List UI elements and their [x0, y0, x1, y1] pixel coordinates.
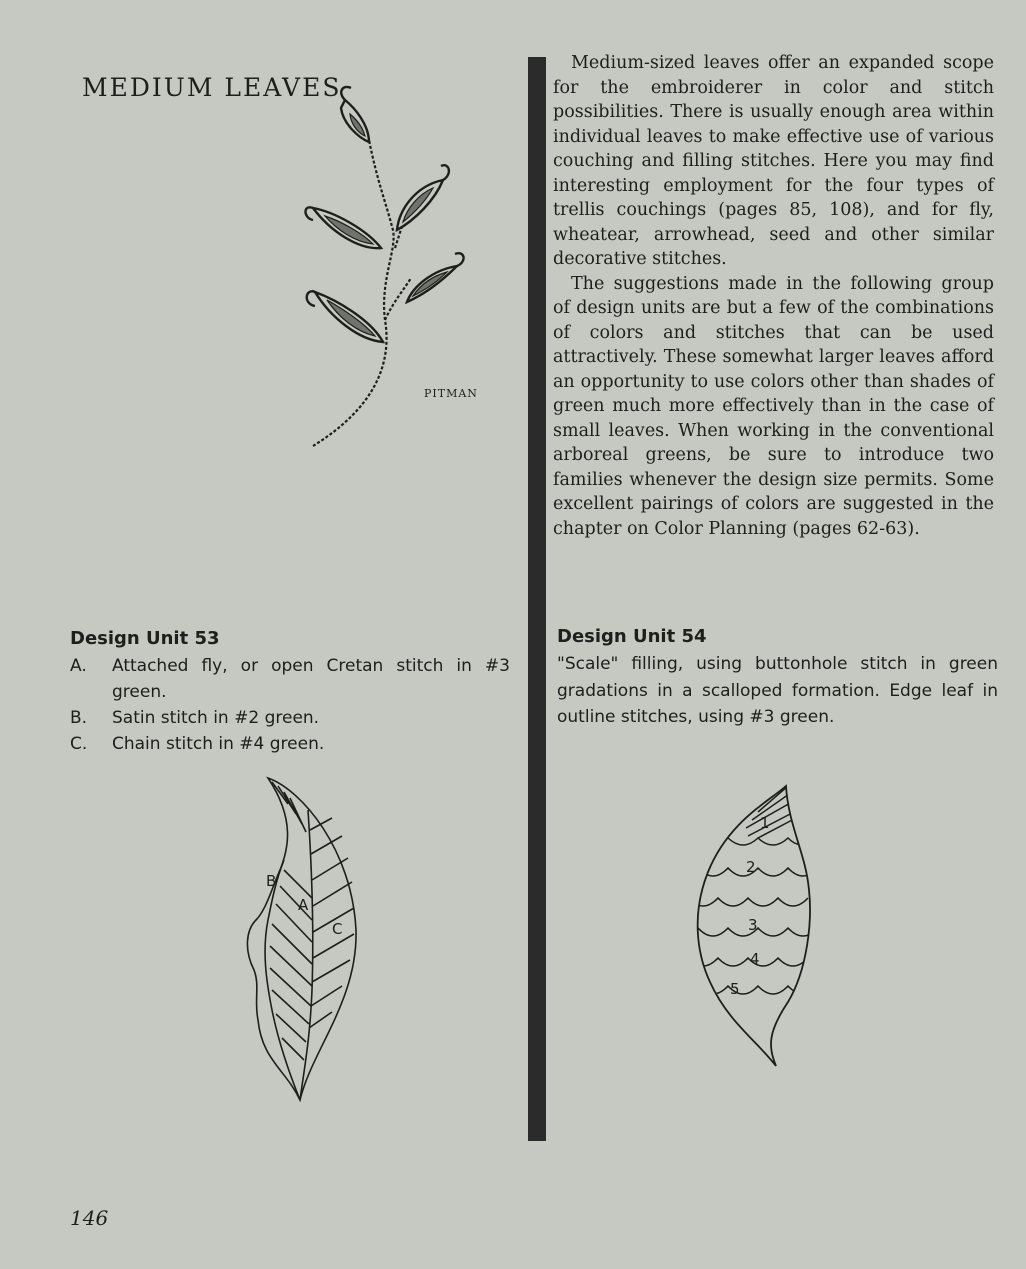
page-number: 146 — [70, 1206, 109, 1230]
column-divider — [528, 57, 546, 1141]
intro-paragraph: The suggestions made in the following group of design units are but a few of the combinations of colors and stitches that can be used attractively. These somewhat larger leaves afford an opportunity to use colors other than shades of green much more effectively than in the case of small leaves. When working in the conventional arboreal greens, be sure to introduce two families whenever the design size permits. Some excellent pairings of colors are suggested in the chapter on Color Planning (pages 62-63). — [553, 273, 994, 539]
item-letter: A. — [70, 656, 87, 676]
item-text: Satin stitch in #2 green. — [112, 708, 320, 728]
list-item — [70, 653, 510, 705]
diagram-label-b: B — [266, 872, 277, 890]
figure-credit: PITMAN — [424, 387, 478, 400]
section-title: MEDIUM LEAVES — [82, 72, 342, 102]
diagram-label-2: 2 — [746, 858, 756, 876]
leaf-diagram-54 — [688, 782, 818, 1072]
item-letter: C. — [70, 734, 88, 754]
item-letter: B. — [70, 708, 88, 728]
list-item — [70, 731, 510, 757]
item-text: Attached fly, or open Cretan stitch in #3 green. — [112, 656, 510, 702]
diagram-label-c: C — [332, 920, 343, 938]
unit-title: Design Unit 54 — [557, 626, 707, 647]
diagram-label-1: 1 — [760, 814, 770, 832]
intro-paragraph: Medium-sized leaves offer an expanded scope for the embroiderer in color and stitch possibilities. There is usually enough area within individual leaves to make effective use of various couching and filling stitches. Here you may find interesting employment for the four types of trellis couchings (pages 85, 108), and for fly, wheatear, arrowhead, seed and other similar decorative stitches. — [553, 53, 994, 269]
list-item — [70, 705, 510, 731]
diagram-label-3: 3 — [748, 916, 758, 934]
unit-description: "Scale" filling, using buttonhole stitch in green gradations in a scalloped formation. Edge leaf in outline stitches, using #3 green. — [557, 654, 998, 727]
unit-title: Design Unit 53 — [70, 628, 220, 649]
diagram-label-5: 5 — [730, 980, 740, 998]
leaf-diagram-53 — [232, 770, 372, 1110]
intro-text — [553, 51, 994, 541]
diagram-label-a: A — [298, 896, 309, 914]
item-text: Chain stitch in #4 green. — [112, 734, 325, 754]
diagram-label-4: 4 — [750, 950, 760, 968]
design-unit-53 — [70, 628, 510, 757]
design-unit-54 — [557, 626, 998, 731]
